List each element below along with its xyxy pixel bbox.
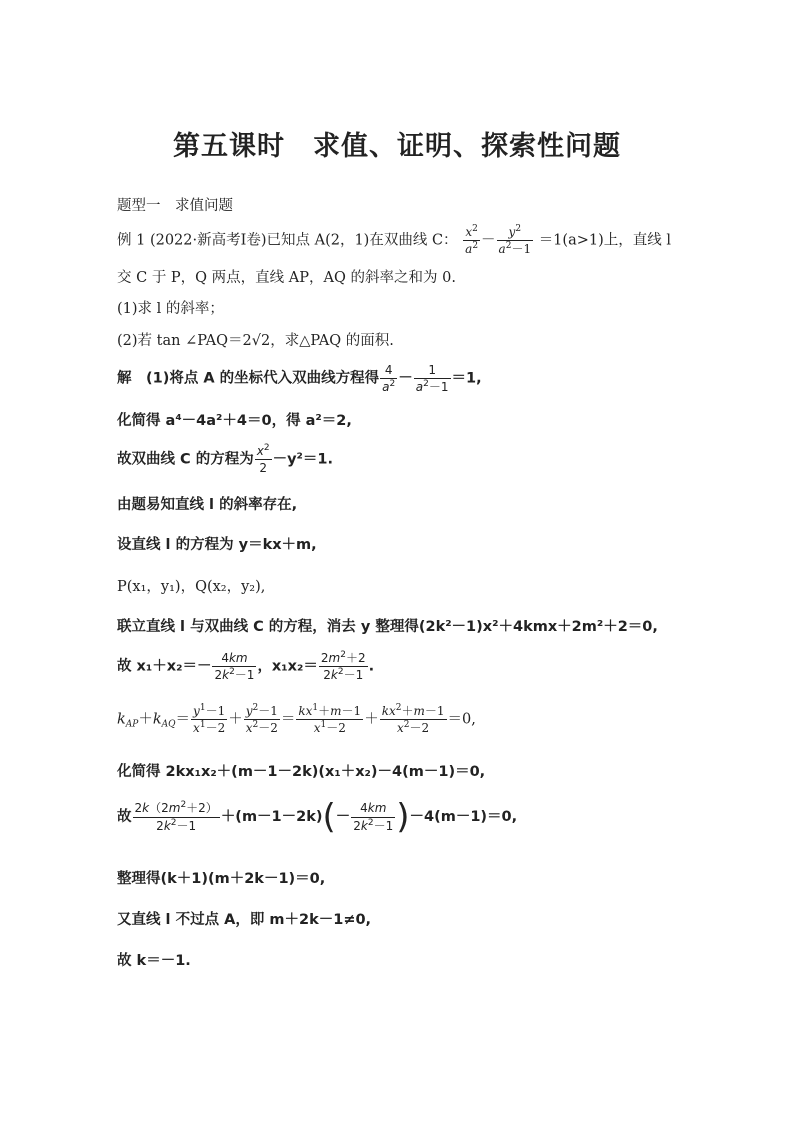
example-line-1: 例 1 (2022·新高考Ⅰ卷)已知点 A(2，1)在双曲线 C： $\frac{x^2}{a^2}$ － $\frac{y^2}{a^2-1}$ ＝1(a>1)上，直线 l bbox=[117, 224, 671, 257]
fraction-kx2: $\frac{kx^2+m-1}{x^2-2}$ bbox=[381, 703, 445, 736]
fraction-y2: $\frac{y^2-1}{x^2-2}$ bbox=[245, 703, 278, 736]
solution-step-1: 解 (1)将点 A 的坐标代入双曲线方程得 $\frac{4}{a^2}$ － $\frac{1}{a^2-1}$ ＝1, bbox=[117, 363, 482, 395]
fraction-x2-a2: $\frac{x^2}{a^2}$ bbox=[465, 224, 479, 257]
solution-step-4: 由题易知直线 l 的斜率存在, bbox=[117, 497, 298, 513]
fraction-4-a2: $\frac{4}{a^2}$ bbox=[382, 363, 396, 395]
solution-step8-mid: ，x₁x₂＝ bbox=[257, 658, 318, 675]
solution-step-5: 设直线 l 的方程为 y＝kx＋m, bbox=[117, 537, 317, 553]
solution-step-9: $k_{AP}+k_{AQ}=$ $\frac{y^1-1}{x^1-2}$ ＋ $\frac{y^2-1}{x^2-2}$ ＝ $\frac{kx^1+m-1}{x^1-2}$ ＋ $\frac{kx^2+m-1}{x^2-2}$ ＝0, bbox=[117, 703, 476, 736]
fraction-kx1: $\frac{kx^1+m-1}{x^1-2}$ bbox=[298, 703, 362, 736]
solution-step8-suffix: . bbox=[368, 658, 375, 675]
solution-step-13: 又直线 l 不过点 A，即 m＋2k－1≠0, bbox=[117, 912, 372, 928]
solution-step1-prefix: 解 (1)将点 A 的坐标代入双曲线方程得 bbox=[117, 370, 380, 387]
solution-step11-prefix: 故 bbox=[117, 809, 132, 825]
example-line1-suffix: ＝1(a>1)上，直线 l bbox=[538, 232, 671, 249]
solution-step3-suffix: －y²＝1. bbox=[272, 451, 333, 468]
solution-step-8 bbox=[117, 650, 374, 683]
solution-step-2: 化简得 a⁴－4a²＋4＝0，得 a²＝2, bbox=[117, 413, 352, 429]
example-line-2: 交 C 于 P，Q 两点，直线 AP，AQ 的斜率之和为 0. bbox=[117, 270, 456, 286]
fraction-x2-2: $\frac{x^2}{2}$ bbox=[256, 443, 270, 476]
solution-step9-suffix: ＝0, bbox=[447, 711, 476, 728]
solution-step11-suffix: －4(m－1)＝0, bbox=[409, 809, 518, 825]
page-title: 第五课时 求值、证明、探索性问题 bbox=[173, 131, 621, 162]
fraction-4km: $\frac{4km}{2k^2-1}$ bbox=[214, 651, 255, 683]
solution-step-14: 故 k＝－1. bbox=[117, 953, 191, 969]
solution-step3-prefix: 故双曲线 C 的方程为 bbox=[117, 451, 254, 468]
solution-step11-mid: ＋(m－1－2k) bbox=[220, 809, 323, 825]
fraction-4km-2: $\frac{4km}{2k^2-1}$ bbox=[353, 801, 394, 833]
fraction-2m2p2: $\frac{2m^2+2}{2k^2-1}$ bbox=[320, 650, 366, 683]
solution-step-11: 故 $\frac{2k(2m^2+2)}{2k^2-1}$ ＋(m－1－2k)(－ $\frac{4km}{2k^2-1}$ )－4(m－1)＝0, bbox=[117, 797, 518, 837]
solution-step-7: 联立直线 l 与双曲线 C 的方程，消去 y 整理得(2k²－1)x²＋4kmx＋2m²＋2＝0, bbox=[117, 619, 658, 635]
fraction-y1: $\frac{y^1-1}{x^1-2}$ bbox=[193, 703, 226, 736]
question-2: (2)若 tan ∠PAQ＝2√2，求△PAQ 的面积. bbox=[117, 333, 394, 349]
fraction-y2-a2m1: $\frac{y^2}{a^2-1}$ bbox=[498, 224, 532, 257]
solution-step-6: P(x₁，y₁)，Q(x₂，y₂), bbox=[117, 579, 266, 595]
solution-step-12: 整理得(k＋1)(m＋2k－1)＝0, bbox=[117, 871, 326, 887]
solution-step8-prefix: 故 x₁＋x₂＝－ bbox=[117, 658, 212, 675]
solution-step-10: 化简得 2kx₁x₂＋(m－1－2k)(x₁＋x₂)－4(m－1)＝0, bbox=[117, 764, 486, 780]
solution-step-3 bbox=[117, 443, 333, 476]
fraction-1-a2m1: $\frac{1}{a^2-1}$ bbox=[415, 363, 449, 395]
solution-step1-suffix: ＝1, bbox=[451, 370, 482, 387]
example-line1-prefix: 例 1 (2022·新高考Ⅰ卷)已知点 A(2，1)在双曲线 C： bbox=[117, 232, 458, 249]
section-heading: 题型一 求值问题 bbox=[117, 198, 233, 214]
fraction-2k-2m2p2: $\frac{2k(2m^2+2)}{2k^2-1}$ bbox=[134, 800, 218, 833]
question-1: (1)求 l 的斜率； bbox=[117, 301, 224, 317]
